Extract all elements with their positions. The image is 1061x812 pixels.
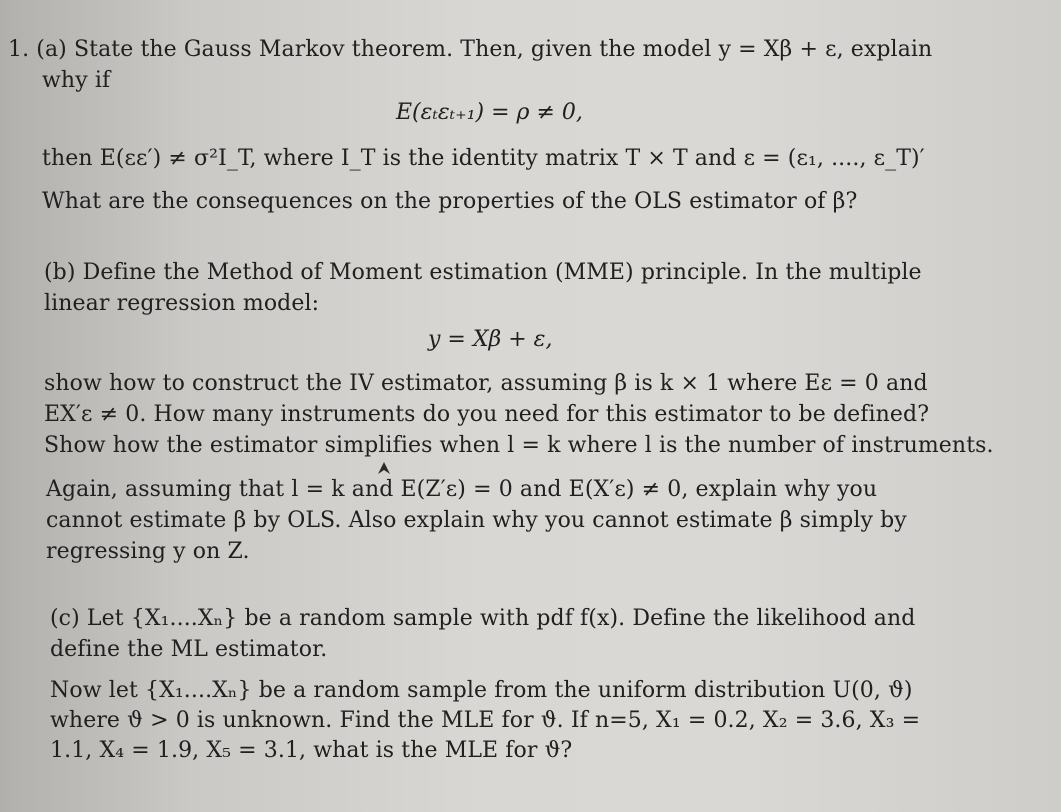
q1b-line-5: Show how the estimator simplifies when l = k where l is the number of instruments. [44,433,994,458]
q1b-line-8: regressing y on Z. [46,539,250,564]
q1b-line-4: EX′ε ≠ 0. How many instruments do you need for this estimator to be defined? [44,402,930,427]
q1b-line-1: (b) Define the Method of Moment estimation (MME) principle. In the multiple [44,260,922,285]
q1b-line-6: Again, assuming that l = k and E(Z′ε) = 0 and E(X′ε) ≠ 0, explain why you [46,477,878,502]
q1c-line-4: where ϑ > 0 is unknown. Find the MLE for ϑ. If n=5, X₁ = 0.2, X₂ = 3.6, X₃ = [50,708,921,733]
q1a-line-1: 1. (a) State the Gauss Markov theorem. Then, given the model y = Xβ + ε, explain [8,37,933,62]
q1b-line-2: linear regression model: [44,291,320,316]
q1c-line-1: (c) Let {X₁....Xₙ} be a random sample with pdf f(x). Define the likelihood and [50,606,916,631]
q1a-line-2: why if [42,68,111,93]
q1a-line-4: What are the consequences on the properties of the OLS estimator of β? [42,189,858,214]
q1a-equation: E(εₜεₜ₊₁) = ρ ≠ 0, [396,100,583,125]
q1c-line-3: Now let {X₁....Xₙ} be a random sample from the uniform distribution U(0, ϑ) [50,678,913,703]
q1b-line-3: show how to construct the IV estimator, assuming β is k × 1 where Eε = 0 and [44,371,928,396]
q1a-line-3: then E(εε′) ≠ σ²I_T, where I_T is the identity matrix T × T and ε = (ε₁, ...., ε_T)′ [42,146,925,171]
q1b-line-7: cannot estimate β by OLS. Also explain why you cannot estimate β simply by [46,508,907,533]
mouse-pointer-icon [376,460,392,476]
q1c-line-2: define the ML estimator. [50,637,328,662]
q1c-line-5: 1.1, X₄ = 1.9, X₅ = 3.1, what is the MLE for ϑ? [50,738,573,763]
q1b-equation: y = Xβ + ε, [428,327,553,352]
